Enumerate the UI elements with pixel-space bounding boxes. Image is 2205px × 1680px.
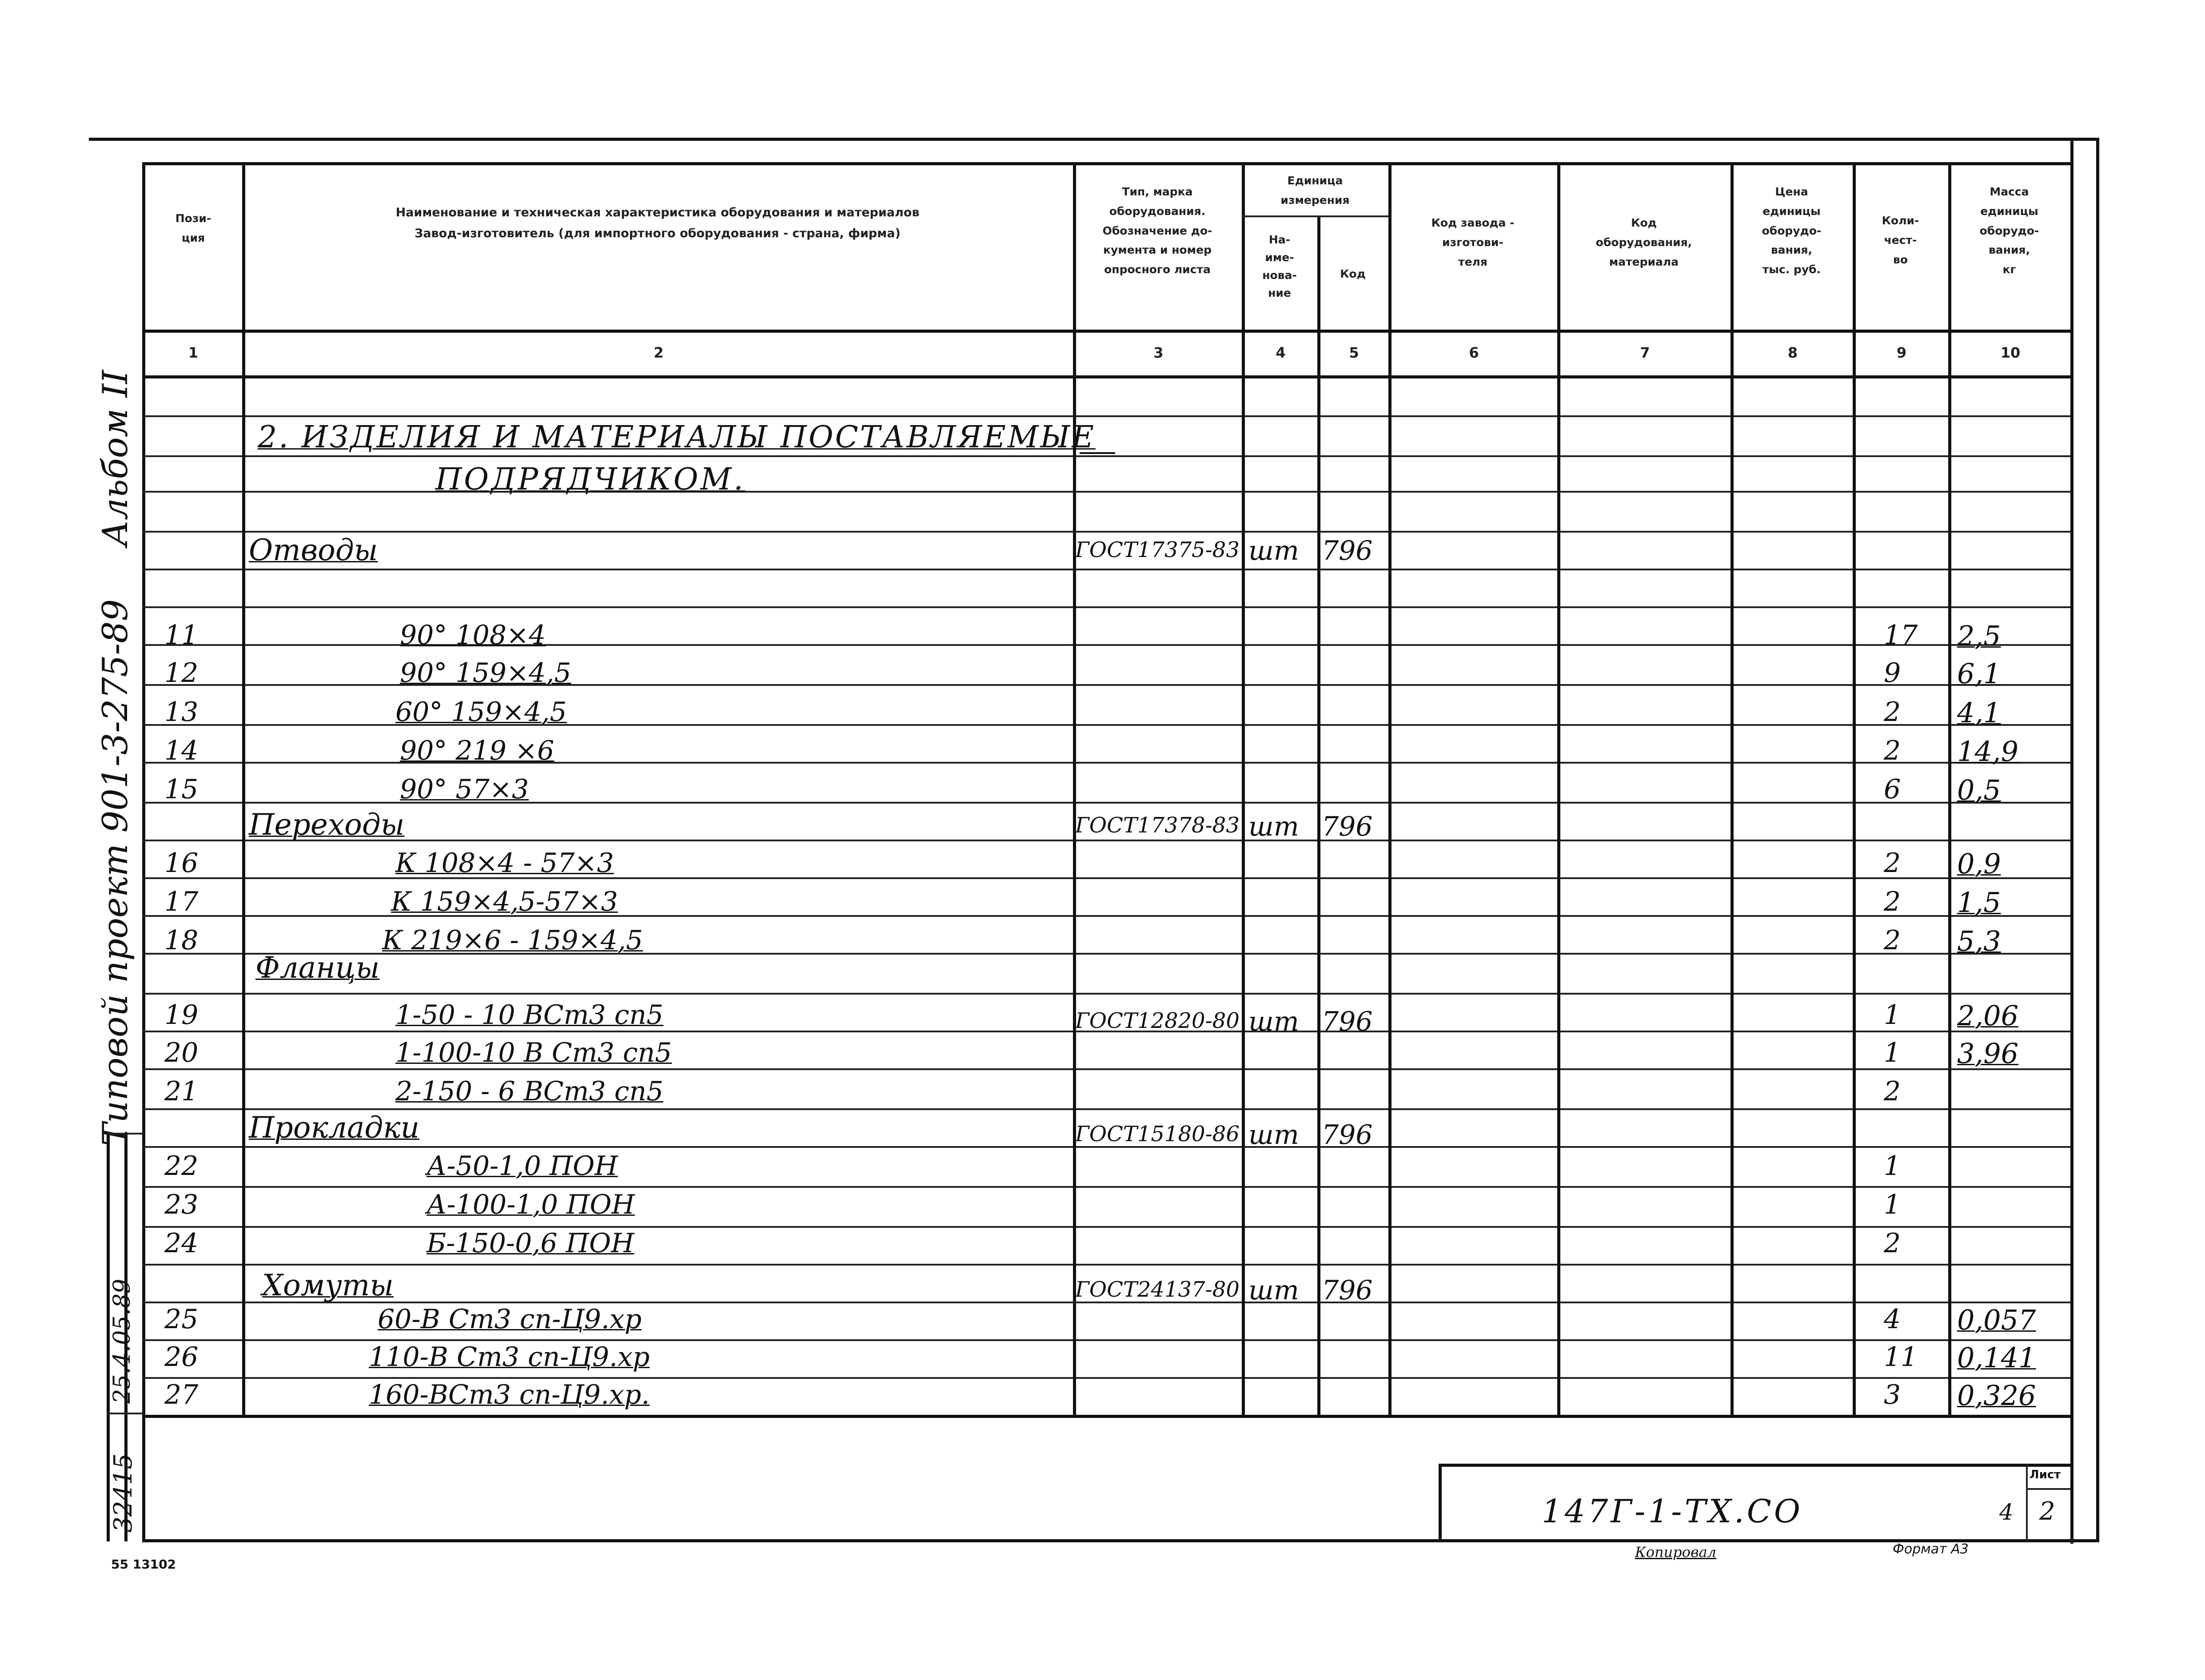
row-quantity: 17 [1884,620,1918,651]
row-position: 12 [164,657,199,689]
header-top-line [142,162,2070,165]
group-unit-code: 796 [1322,535,1373,566]
header-plant-code: Код завода - изготови- теля [1431,216,1515,268]
row-position: 13 [164,697,199,728]
row-separator [142,1339,2070,1341]
row-mass: 3,96 [1957,1037,2019,1070]
row-quantity: 1 [1884,999,1901,1031]
header-position: Пози- ция [175,212,211,244]
colnum-5: 5 [1349,344,1359,361]
left-border [142,162,145,1539]
row-item-name: А-50-1,0 ПОН [427,1151,618,1182]
row-quantity: 2 [1884,697,1901,728]
row-separator [142,993,2070,995]
row-separator [142,569,2070,570]
margin-project-label: Типовой проект 901-3-275-89 [96,599,136,1146]
row-position: 21 [164,1076,199,1107]
stamp-copied-by: Копировал [1635,1544,1717,1561]
colnum-2: 2 [654,344,664,361]
right-border [2096,138,2099,1542]
row-separator [142,1108,2070,1110]
group-standard: ГОСТ17378-83 [1075,813,1240,838]
stamp-format: Формат А3 [1893,1541,1969,1557]
stamp-sheet-divider [2026,1464,2028,1541]
header-unit-name: На- име- нова- ние [1262,233,1297,299]
row-position: 17 [164,886,199,917]
header-price: Цена единицы оборудо- вания, тыс. руб. [1762,185,1822,276]
row-position: 26 [164,1342,199,1373]
row-item-name: 1-50 - 10 ВСт3 сп5 [395,999,664,1031]
colnum-6: 6 [1469,344,1479,361]
group-standard: ГОСТ17375-83 [1075,537,1240,562]
row-separator [142,1377,2070,1379]
row-position: 27 [164,1379,199,1410]
row-position: 24 [164,1228,199,1259]
colnum-3: 3 [1153,344,1164,361]
row-quantity: 2 [1884,886,1901,917]
row-mass: 5,3 [1957,925,2001,957]
group-unit-code: 796 [1322,1119,1373,1151]
group-standard: ГОСТ15180-86 [1075,1122,1240,1147]
table-bottom-line [142,1415,2070,1418]
group-name: Отводы [249,533,378,567]
row-position: 19 [164,999,199,1031]
colnum-7: 7 [1640,344,1650,361]
colnum-4: 4 [1276,344,1286,361]
stamp-top [1439,1464,2072,1467]
row-position: 25 [164,1304,199,1335]
bottom-border [142,1539,2098,1542]
row-mass: 2,06 [1957,999,2019,1032]
stamp-left [1439,1464,1442,1541]
header-bottom-line [142,330,2070,333]
group-unit: шт [1248,811,1299,842]
colnum-8: 8 [1787,344,1798,361]
header-type: Тип, марка оборудования. Обозначение до- кумента и номер опросного листа [1102,185,1212,276]
colnum-bottom-line [142,375,2070,378]
row-separator [142,491,2070,493]
row-item-name: А-100-1,0 ПОН [427,1189,635,1220]
row-quantity: 2 [1884,1228,1901,1259]
row-item-name: 90° 108×4 [400,620,546,651]
group-standard: ГОСТ24137-80 [1075,1277,1240,1302]
section-title-line1: 2. ИЗДЕЛИЯ И МАТЕРИАЛЫ ПОСТАВЛЯЕМЫЕ [258,420,1096,455]
row-separator [142,606,2070,608]
flange-unit: шт [1248,1006,1299,1037]
row-item-name: 2-150 - 6 ВСт3 сп5 [395,1076,664,1107]
row-mass: 0,9 [1957,848,2001,880]
row-separator [142,415,2070,417]
stamp-sheet-number: 2 [2039,1497,2055,1526]
group-unit: шт [1248,535,1299,566]
stamp-document-code: 147Г-1-ТХ.СО [1542,1493,1803,1530]
group-name: Переходы [249,808,405,842]
row-separator [142,531,2070,533]
stamp-sheet-label: Лист [2030,1468,2061,1481]
row-quantity: 1 [1884,1189,1901,1220]
header-unit: Единица измерения [1280,174,1350,207]
row-position: 15 [164,774,199,805]
row-item-name: 60° 159×4,5 [395,697,567,728]
row-position: 22 [164,1151,199,1182]
row-separator [142,1264,2070,1266]
header-quantity: Коли- чест- во [1882,214,1919,266]
row-mass: 0,326 [1957,1379,2036,1412]
row-item-name: 90° 219 ×6 [400,735,554,766]
row-mass: 6,1 [1957,657,2001,690]
margin-inv-number: 32415 [109,1453,138,1533]
header-unit-code: Код [1340,267,1366,280]
row-item-name: 90° 57×3 [400,774,529,805]
row-item-name: 110-В Ст3 сп-Ц9.хр [369,1342,650,1373]
margin-inv-date: 25.4.05.89 [109,1278,136,1404]
stamp-sheet-extra: 4 [1999,1499,2014,1525]
row-item-name: Б-150-0,6 ПОН [427,1228,634,1259]
row-quantity: 2 [1884,1076,1901,1107]
colnum-9: 9 [1896,344,1907,361]
row-position: 16 [164,848,199,879]
header-name: Наименование и техническая характеристика оборудования и материалов Завод-изготовитель (для импортного оборудования - страна, фирма) [395,206,920,241]
row-quantity: 1 [1884,1151,1901,1182]
row-separator [142,1186,2070,1188]
row-position: 23 [164,1189,199,1220]
row-mass: 14,9 [1957,735,2019,768]
group-name: Прокладки [249,1111,420,1145]
col-divider-4 [1317,215,1320,1415]
top-border [89,138,2099,141]
group-unit: шт [1248,1119,1299,1151]
row-mass: 1,5 [1957,886,2001,919]
row-mass: 2,5 [1957,620,2001,652]
colnum-10: 10 [2000,344,2021,361]
row-quantity: 3 [1884,1379,1901,1410]
row-quantity: 1 [1884,1037,1901,1068]
section-title-line2: ПОДРЯДЧИКОМ. [435,462,746,497]
row-separator [142,840,2070,841]
row-quantity: 9 [1884,657,1901,689]
flange-unit-code: 796 [1322,1006,1373,1037]
right-inner-border [2070,138,2073,1544]
row-item-name: К 108×4 - 57×3 [395,848,614,879]
row-quantity: 2 [1884,735,1901,766]
group-name: Хомуты [262,1268,394,1302]
row-separator [142,455,2070,457]
row-quantity: 2 [1884,925,1901,956]
section-title-dash [1080,452,1115,454]
header-mass: Масса единицы оборудо- вания, кг [1979,185,2039,276]
margin-album-label: Альбом II [96,370,136,546]
row-mass: 0,5 [1957,774,2001,806]
row-quantity: 2 [1884,848,1901,879]
row-mass: 4,1 [1957,697,2001,729]
row-position: 11 [164,620,199,651]
flange-standard: ГОСТ12820-80 [1075,1008,1240,1033]
inv-box-split [107,1413,142,1414]
row-item-name: 90° 159×4,5 [400,657,571,689]
row-item-name: 1-100-10 В Ст3 сп5 [395,1037,672,1068]
row-quantity: 6 [1884,774,1901,805]
row-position: 14 [164,735,199,766]
row-item-name: К 219×6 - 159×4,5 [382,925,643,956]
group-unit-code: 796 [1322,811,1373,842]
group-unit-code: 796 [1322,1275,1373,1306]
row-position: 18 [164,925,199,956]
row-quantity: 4 [1884,1304,1901,1335]
row-position: 20 [164,1037,199,1068]
stamp-sheet-header-line [2026,1488,2070,1490]
row-mass: 0,141 [1957,1342,2036,1374]
group-unit: шт [1248,1275,1299,1306]
bottom-left-print-code: 55 13102 [111,1557,176,1572]
row-item-name: К 159×4,5-57×3 [391,886,618,917]
colnum-1: 1 [188,344,199,361]
row-quantity: 11 [1884,1342,1918,1373]
group-name: Фланцы [255,951,380,985]
unit-header-divider [1242,215,1388,217]
row-item-name: 160-ВСт3 сп-Ц9.хр. [369,1379,650,1410]
row-mass: 0,057 [1957,1304,2036,1336]
row-separator [142,1068,2070,1070]
header-equipment-code: Код оборудования, материала [1595,216,1692,268]
row-item-name: 60-В Ст3 сп-Ц9.хр [378,1304,642,1335]
